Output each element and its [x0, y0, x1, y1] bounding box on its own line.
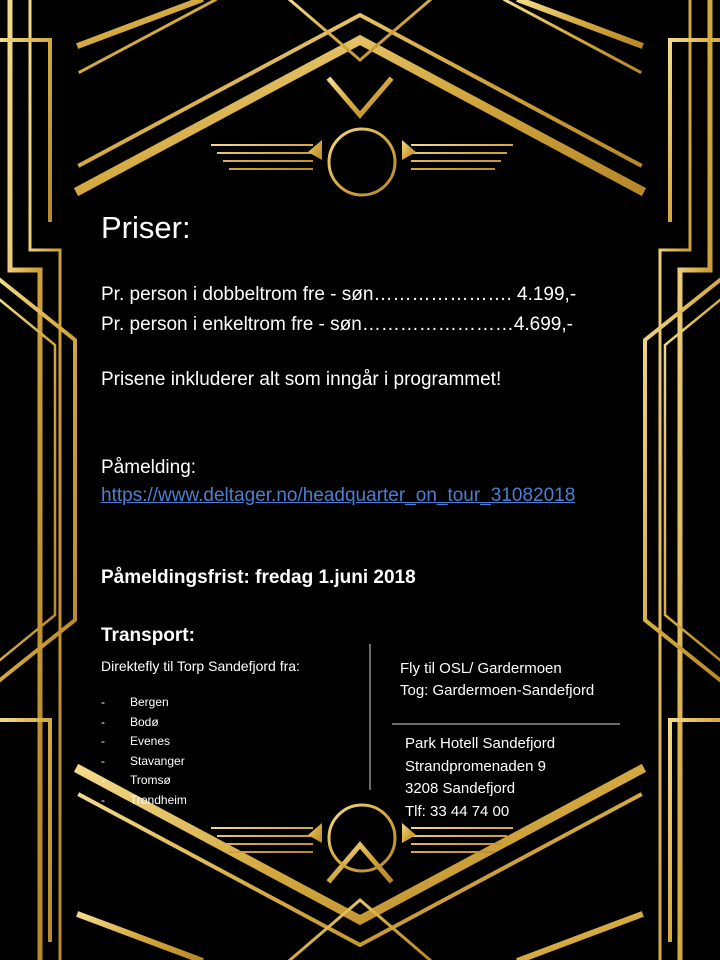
list-item: - Bergen	[101, 695, 169, 709]
registration-label: Påmelding:	[101, 457, 197, 478]
hotel-name: Park Hotell Sandefjord	[405, 735, 556, 752]
hotel-street: Strandpromenaden 9	[405, 757, 546, 775]
list-item: - Bodø	[101, 714, 159, 729]
registration-deadline: Påmeldingsfrist: fredag 1.juni 2018	[101, 567, 416, 588]
fly-osl-text: Fly til OSL/ Gardermoen	[400, 660, 562, 677]
city-list	[101, 693, 187, 810]
transport-heading: Transport:	[101, 625, 195, 646]
hotel-address	[405, 733, 555, 823]
list-item: - Tromsø	[101, 773, 171, 787]
direct-flights-label: Direktefly til Torp Sandefjord fra:	[101, 658, 300, 674]
train-text: Tog: Gardermoen-Sandefjord	[400, 682, 595, 699]
hotel-phone: Tlf: 33 44 74 00	[405, 802, 510, 820]
hotel-postal: 3208 Sandefjord	[405, 780, 516, 797]
alternative-transport	[400, 658, 594, 702]
registration-link[interactable]: https://www.deltager.no/headquarter_on_tour_31082018	[101, 485, 576, 506]
price-single-room: Pr. person i enkeltrom fre - søn……………………4.699,-	[101, 314, 573, 335]
list-item: - Stavanger	[101, 753, 185, 768]
prices-heading: Priser:	[101, 210, 191, 245]
list-item: - Trondheim	[101, 792, 187, 807]
list-item: - Evenes	[101, 734, 171, 748]
included-note: Prisene inkluderer alt som inngår i programmet!	[101, 369, 502, 390]
price-double-room: Pr. person i dobbeltrom fre - søn…………………. 4.199,-	[101, 284, 577, 305]
